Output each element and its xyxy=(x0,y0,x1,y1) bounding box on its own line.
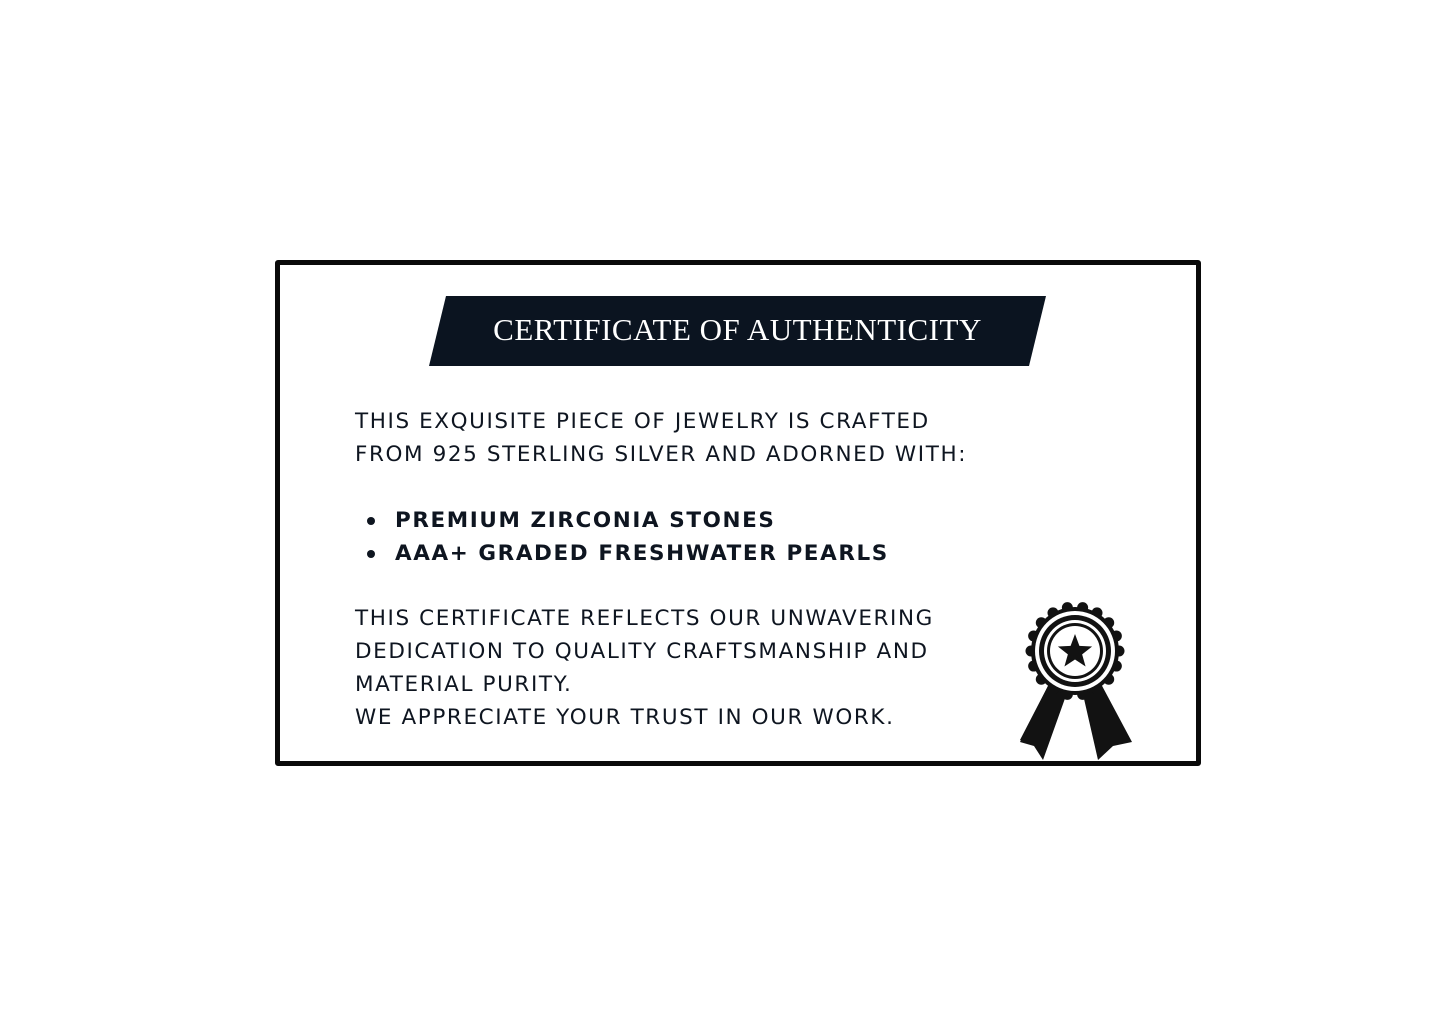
award-ribbon-star-icon xyxy=(1016,600,1134,764)
bullet-icon xyxy=(367,550,375,558)
title-banner xyxy=(429,296,1046,366)
closing-line: MATERIAL PURITY. xyxy=(355,672,573,697)
intro-line: FROM 925 STERLING SILVER AND ADORNED WITH: xyxy=(355,442,968,467)
certificate-title: CERTIFICATE OF AUTHENTICITY xyxy=(493,312,982,347)
closing-line: DEDICATION TO QUALITY CRAFTSMANSHIP AND xyxy=(355,639,929,664)
intro-paragraph xyxy=(355,405,967,471)
list-item xyxy=(355,537,889,570)
closing-line: WE APPRECIATE YOUR TRUST IN OUR WORK. xyxy=(355,705,895,730)
closing-line: THIS CERTIFICATE REFLECTS OUR UNWAVERING xyxy=(355,606,934,631)
bullet-icon xyxy=(367,517,375,525)
feature-text: AAA+ GRADED FRESHWATER PEARLS xyxy=(395,541,889,566)
closing-paragraph xyxy=(355,602,934,734)
feature-text: PREMIUM ZIRCONIA STONES xyxy=(395,508,776,533)
list-item xyxy=(355,504,889,537)
features-list xyxy=(355,504,889,570)
intro-line: THIS EXQUISITE PIECE OF JEWELRY IS CRAFTED xyxy=(355,409,930,434)
